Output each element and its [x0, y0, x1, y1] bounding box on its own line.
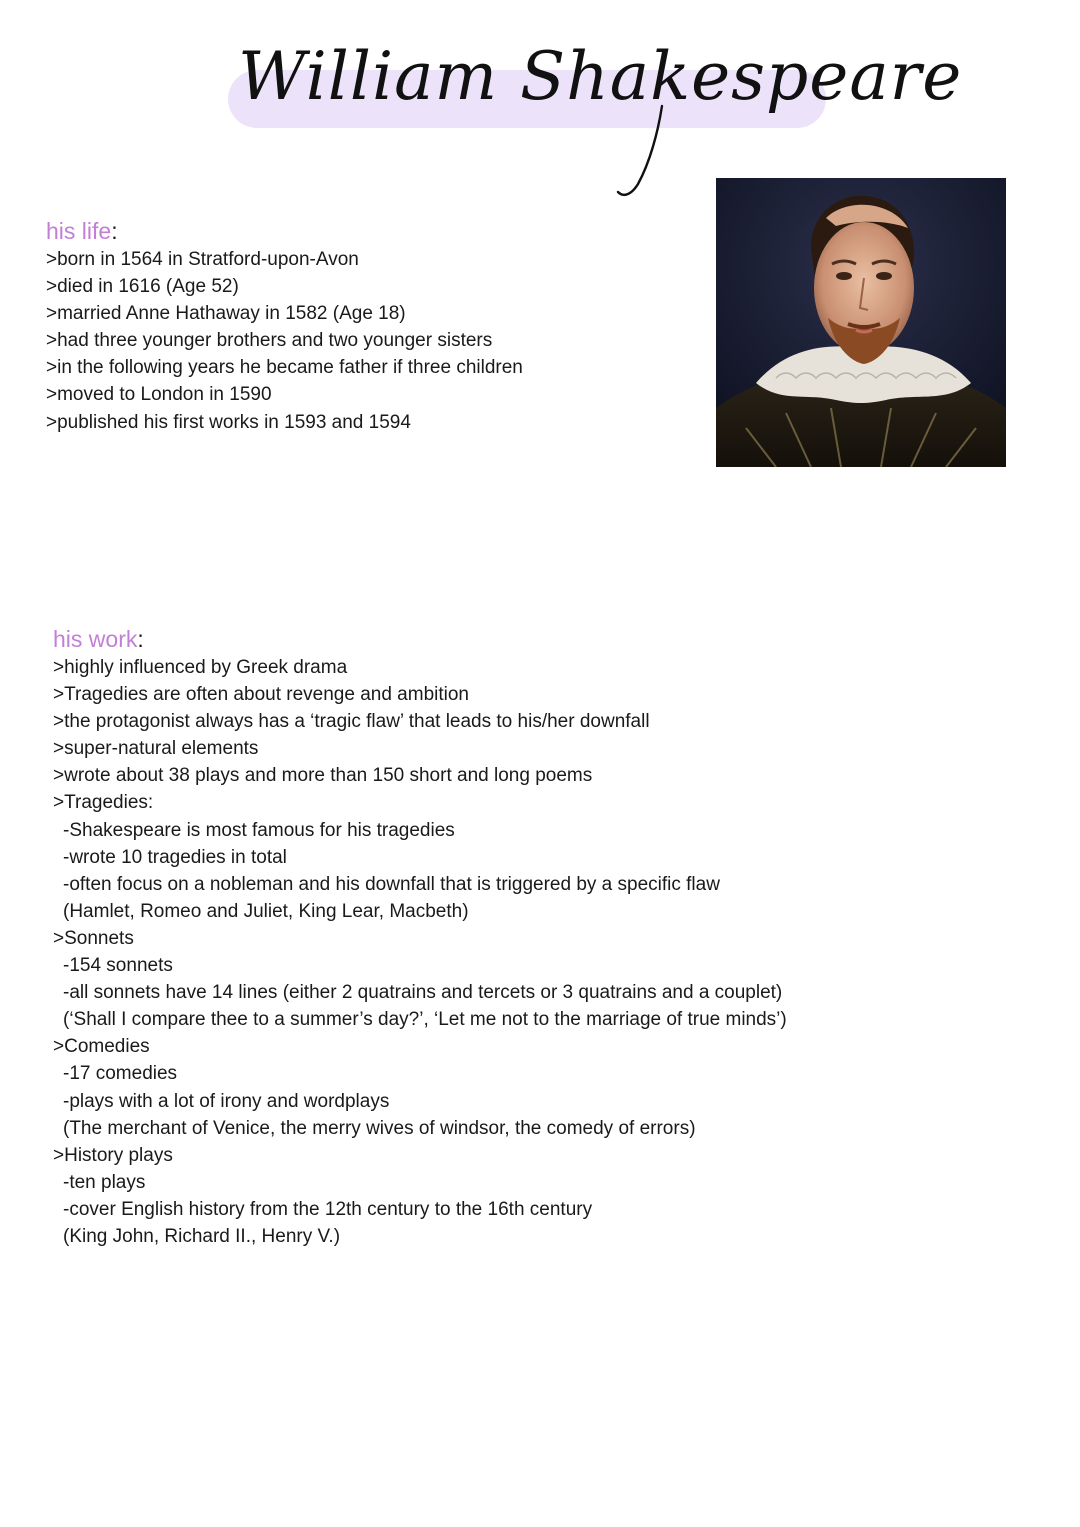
life-item: >moved to London in 1590 — [46, 384, 272, 406]
life-heading-colon: : — [111, 218, 118, 244]
tragedies-point: -Shakespeare is most famous for his tragedies — [63, 819, 455, 841]
life-item: >married Anne Hathaway in 1582 (Age 18) — [46, 303, 406, 325]
tragedies-label: >Tragedies: — [53, 792, 154, 814]
life-item: >in the following years he became father if three children — [46, 357, 523, 379]
page-title: William Shakespeare — [238, 38, 963, 115]
life-item: >had three younger brothers and two younger sisters — [46, 330, 493, 352]
work-heading-text: his work — [53, 626, 138, 652]
comedies-examples: (The merchant of Venice, the merry wives of windsor, the comedy of errors) — [63, 1117, 696, 1139]
life-heading-text: his life — [46, 218, 112, 244]
work-heading — [53, 624, 787, 654]
history-examples: (King John, Richard II., Henry V.) — [63, 1225, 341, 1247]
work-intro-item: >wrote about 38 plays and more than 150 short and long poems — [53, 765, 593, 787]
life-heading — [46, 216, 523, 246]
work-section — [53, 624, 787, 1250]
life-item: >published his first works in 1593 and 1594 — [46, 411, 411, 433]
comedies-label: >Comedies — [53, 1036, 150, 1058]
page-title-area — [0, 22, 1080, 172]
shakespeare-portrait — [716, 178, 1006, 467]
work-intro-item: >super-natural elements — [53, 738, 259, 760]
work-intro-item: >highly influenced by Greek drama — [53, 657, 348, 678]
history-label: >History plays — [53, 1144, 173, 1166]
work-intro-item: >the protagonist always has a ‘tragic flaw’ that leads to his/her downfall — [53, 711, 650, 733]
sonnets-point: -154 sonnets — [63, 955, 173, 977]
tragedies-examples: (Hamlet, Romeo and Juliet, King Lear, Macbeth) — [63, 900, 469, 922]
tragedies-point: -often focus on a nobleman and his downfall that is triggered by a specific flaw — [63, 873, 720, 895]
life-item: >born in 1564 in Stratford-upon-Avon — [46, 249, 359, 270]
life-section — [46, 216, 523, 436]
history-point: -cover English history from the 12th century to the 16th century — [63, 1198, 593, 1220]
sonnets-examples: (‘Shall I compare thee to a summer’s day?’, ‘Let me not to the marriage of true minds’) — [63, 1009, 787, 1031]
work-heading-colon: : — [137, 626, 144, 652]
sonnets-point: -all sonnets have 14 lines (either 2 quatrains and tercets or 3 quatrains and a couplet) — [63, 982, 783, 1004]
comedies-point: -plays with a lot of irony and wordplays — [63, 1090, 390, 1112]
title-swash-decoration — [600, 102, 680, 202]
comedies-point: -17 comedies — [63, 1063, 178, 1085]
sonnets-label: >Sonnets — [53, 927, 134, 949]
tragedies-point: -wrote 10 tragedies in total — [63, 846, 287, 868]
life-item: >died in 1616 (Age 52) — [46, 276, 239, 298]
work-intro-item: >Tragedies are often about revenge and ambition — [53, 684, 469, 706]
history-point: -ten plays — [63, 1171, 146, 1193]
